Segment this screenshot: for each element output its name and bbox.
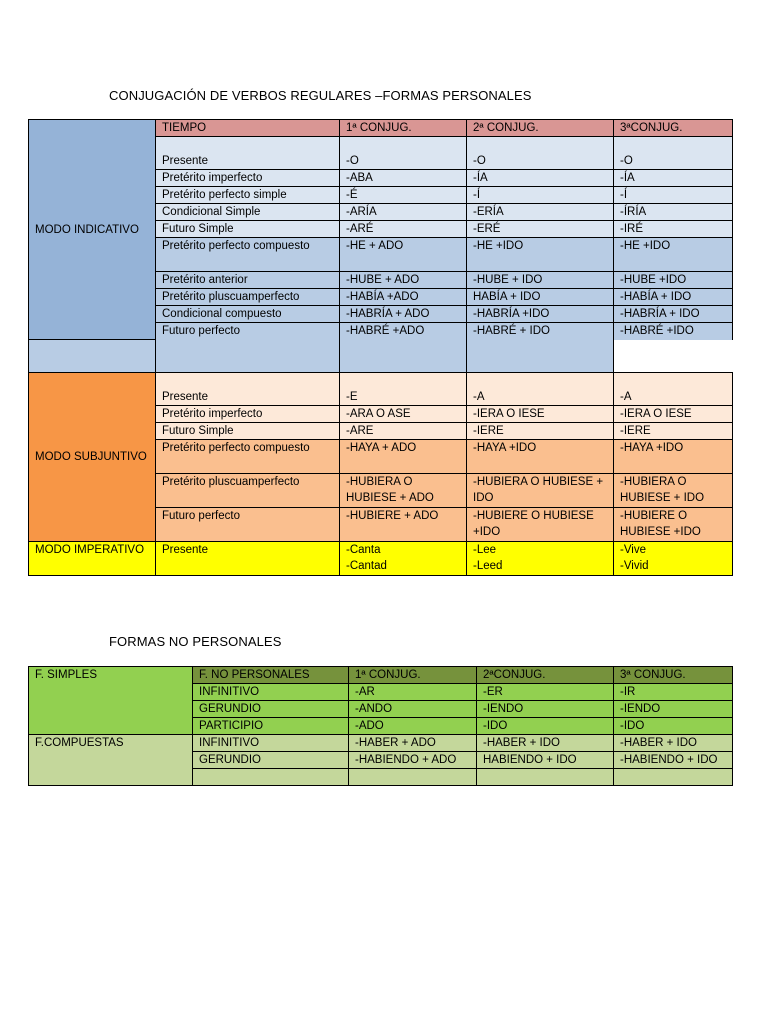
- table-row: [29, 542, 733, 576]
- table-cell: [340, 137, 467, 153]
- header-cell: 1ª CONJUG.: [340, 120, 467, 137]
- conjugation-cell: -O: [614, 153, 733, 170]
- header-cell: 1ª CONJUG.: [349, 667, 477, 684]
- conjugation-cell: -HAYA +IDO: [614, 440, 733, 474]
- conjugation-cell: -IR: [614, 684, 733, 701]
- conjugation-cell: -HABER + IDO: [477, 735, 614, 752]
- conjugation-cell: [340, 542, 467, 576]
- header-cell: F. NO PERSONALES: [193, 667, 349, 684]
- imperative-form: -Vive: [620, 544, 646, 556]
- form-cell: GERUNDIO: [193, 701, 349, 718]
- conjugation-cell: -ABA: [340, 170, 467, 187]
- conjugation-cell: -HE +IDO: [614, 238, 733, 272]
- conjugation-cell: -A: [467, 389, 614, 406]
- conjugation-cell: -HABRÉ + IDO: [467, 323, 614, 340]
- table-cell: [156, 373, 340, 389]
- conjugation-cell: -HUBIERA O HUBIESE + ADO: [340, 474, 467, 508]
- imperative-form: -Canta: [346, 544, 381, 556]
- conjugation-cell: -Í: [614, 187, 733, 204]
- conjugation-cell: -ERÍA: [467, 204, 614, 221]
- table-row: [29, 735, 733, 752]
- table-cell: [340, 373, 467, 389]
- conjugation-cell: -HABRÍA + ADO: [340, 306, 467, 323]
- conjugation-cell: -ADO: [349, 718, 477, 735]
- conjugation-cell: -O: [340, 153, 467, 170]
- tense-cell: Condicional compuesto: [156, 306, 340, 323]
- table-cell: [477, 769, 614, 786]
- tense-cell: Futuro perfecto: [156, 323, 340, 340]
- table-cell: [340, 340, 467, 373]
- conjugation-cell: -IERA O IESE: [614, 406, 733, 423]
- tense-cell: Futuro Simple: [156, 423, 340, 440]
- table-row: [29, 340, 733, 373]
- conjugation-cell: -ERÉ: [467, 221, 614, 238]
- tense-cell: Presente: [156, 542, 340, 576]
- header-cell: 2ªCONJUG.: [477, 667, 614, 684]
- conjugation-cell: -IDO: [477, 718, 614, 735]
- conjugation-table-no-personal: [28, 666, 733, 786]
- conjugation-cell: -HUBE +IDO: [614, 272, 733, 289]
- conjugation-cell: -ARE: [340, 423, 467, 440]
- header-cell: TIEMPO: [156, 120, 340, 137]
- tense-cell: Pretérito perfecto compuesto: [156, 440, 340, 474]
- conjugation-cell: -HUBIERE + ADO: [340, 508, 467, 542]
- conjugation-cell: -ÍRÍA: [614, 204, 733, 221]
- form-cell: PARTICIPIO: [193, 718, 349, 735]
- form-cell: GERUNDIO: [193, 752, 349, 769]
- tense-cell: Pretérito pluscuamperfecto: [156, 289, 340, 306]
- conjugation-cell: -HABRÉ +IDO: [614, 323, 733, 340]
- table-cell: [467, 340, 614, 373]
- conjugation-cell: -O: [467, 153, 614, 170]
- mood-indicativo-label: MODO INDICATIVO: [29, 120, 156, 340]
- conjugation-cell: -HUBIERE O HUBIESE +IDO: [614, 508, 733, 542]
- conjugation-cell: -HUBE + IDO: [467, 272, 614, 289]
- conjugation-cell: -IDO: [614, 718, 733, 735]
- conjugation-cell: -ARÍA: [340, 204, 467, 221]
- conjugation-cell: -HUBE + ADO: [340, 272, 467, 289]
- table-cell: [156, 340, 340, 373]
- group-compuestas-label: F.COMPUESTAS: [29, 735, 193, 786]
- conjugation-cell: -HE + ADO: [340, 238, 467, 272]
- conjugation-cell: -ER: [477, 684, 614, 701]
- tense-cell: Futuro Simple: [156, 221, 340, 238]
- conjugation-cell: -HABRÍA + IDO: [614, 306, 733, 323]
- group-simples-label: F. SIMPLES: [29, 667, 193, 735]
- tense-cell: Condicional Simple: [156, 204, 340, 221]
- conjugation-cell: [467, 542, 614, 576]
- mood-imperativo-label: MODO IMPERATIVO: [29, 542, 156, 576]
- conjugation-cell: -ARA O ASE: [340, 406, 467, 423]
- conjugation-cell: -HABRÍA +IDO: [467, 306, 614, 323]
- conjugation-cell: -ARÉ: [340, 221, 467, 238]
- table-cell: [467, 137, 614, 153]
- conjugation-cell: -ÍA: [614, 170, 733, 187]
- tense-cell: Pretérito pluscuamperfecto: [156, 474, 340, 508]
- conjugation-cell: -IERE: [614, 423, 733, 440]
- table-cell: [156, 137, 340, 153]
- header-cell: 2ª CONJUG.: [467, 120, 614, 137]
- tense-cell: Pretérito perfecto compuesto: [156, 238, 340, 272]
- conjugation-cell: -ANDO: [349, 701, 477, 718]
- conjugation-cell: HABÍA + IDO: [467, 289, 614, 306]
- conjugation-cell: -HABIENDO + IDO: [614, 752, 733, 769]
- conjugation-cell: -IENDO: [477, 701, 614, 718]
- imperative-form: -Cantad: [346, 560, 387, 572]
- section-title-no-personales: FORMAS NO PERSONALES: [109, 634, 282, 649]
- table-cell: [467, 373, 614, 389]
- table-row: [29, 373, 733, 389]
- table-row: [29, 667, 733, 684]
- conjugation-cell: -HUBIERA O HUBIESE + IDO: [467, 474, 614, 508]
- conjugation-table-personal: [28, 119, 733, 576]
- conjugation-cell: -Í: [467, 187, 614, 204]
- tense-cell: Presente: [156, 153, 340, 170]
- conjugation-cell: -HABER + ADO: [349, 735, 477, 752]
- conjugation-cell: -ÍA: [467, 170, 614, 187]
- conjugation-cell: [614, 542, 733, 576]
- conjugation-cell: -HAYA + ADO: [340, 440, 467, 474]
- conjugation-cell: -HABER + IDO: [614, 735, 733, 752]
- conjugation-cell: -HABRÉ +ADO: [340, 323, 467, 340]
- conjugation-cell: -IERA O IESE: [467, 406, 614, 423]
- tense-cell: Pretérito perfecto simple: [156, 187, 340, 204]
- conjugation-cell: -AR: [349, 684, 477, 701]
- imperative-form: -Leed: [473, 560, 503, 572]
- header-cell: 3ª CONJUG.: [614, 667, 733, 684]
- tense-cell: Pretérito imperfecto: [156, 406, 340, 423]
- page-title: CONJUGACIÓN DE VERBOS REGULARES –FORMAS PERSONALES: [109, 88, 532, 103]
- conjugation-cell: -HUBIERE O HUBIESE +IDO: [467, 508, 614, 542]
- table-cell: [193, 769, 349, 786]
- tense-cell: Pretérito anterior: [156, 272, 340, 289]
- table-cell: [614, 769, 733, 786]
- tense-cell: Presente: [156, 389, 340, 406]
- imperative-form: -Vivid: [620, 560, 649, 572]
- table-cell: [614, 137, 733, 153]
- table-row: [29, 120, 733, 137]
- table-cell: [29, 340, 156, 373]
- conjugation-cell: -HABÍA + IDO: [614, 289, 733, 306]
- tense-cell: Futuro perfecto: [156, 508, 340, 542]
- tense-cell: Pretérito imperfecto: [156, 170, 340, 187]
- table-cell: [349, 769, 477, 786]
- conjugation-cell: -IENDO: [614, 701, 733, 718]
- conjugation-cell: -É: [340, 187, 467, 204]
- conjugation-cell: -HABIENDO + ADO: [349, 752, 477, 769]
- form-cell: INFINITIVO: [193, 684, 349, 701]
- conjugation-cell: -IERE: [467, 423, 614, 440]
- conjugation-cell: HABIENDO + IDO: [477, 752, 614, 769]
- conjugation-cell: -E: [340, 389, 467, 406]
- conjugation-cell: -IRÉ: [614, 221, 733, 238]
- conjugation-cell: -HUBIERA O HUBIESE + IDO: [614, 474, 733, 508]
- conjugation-cell: -HE +IDO: [467, 238, 614, 272]
- header-cell: 3ªCONJUG.: [614, 120, 733, 137]
- conjugation-cell: -HAYA +IDO: [467, 440, 614, 474]
- table-cell: [614, 373, 733, 389]
- form-cell: INFINITIVO: [193, 735, 349, 752]
- conjugation-cell: -A: [614, 389, 733, 406]
- mood-subjuntivo-label: MODO SUBJUNTIVO: [29, 373, 156, 542]
- imperative-form: -Lee: [473, 544, 497, 556]
- conjugation-cell: -HABÍA +ADO: [340, 289, 467, 306]
